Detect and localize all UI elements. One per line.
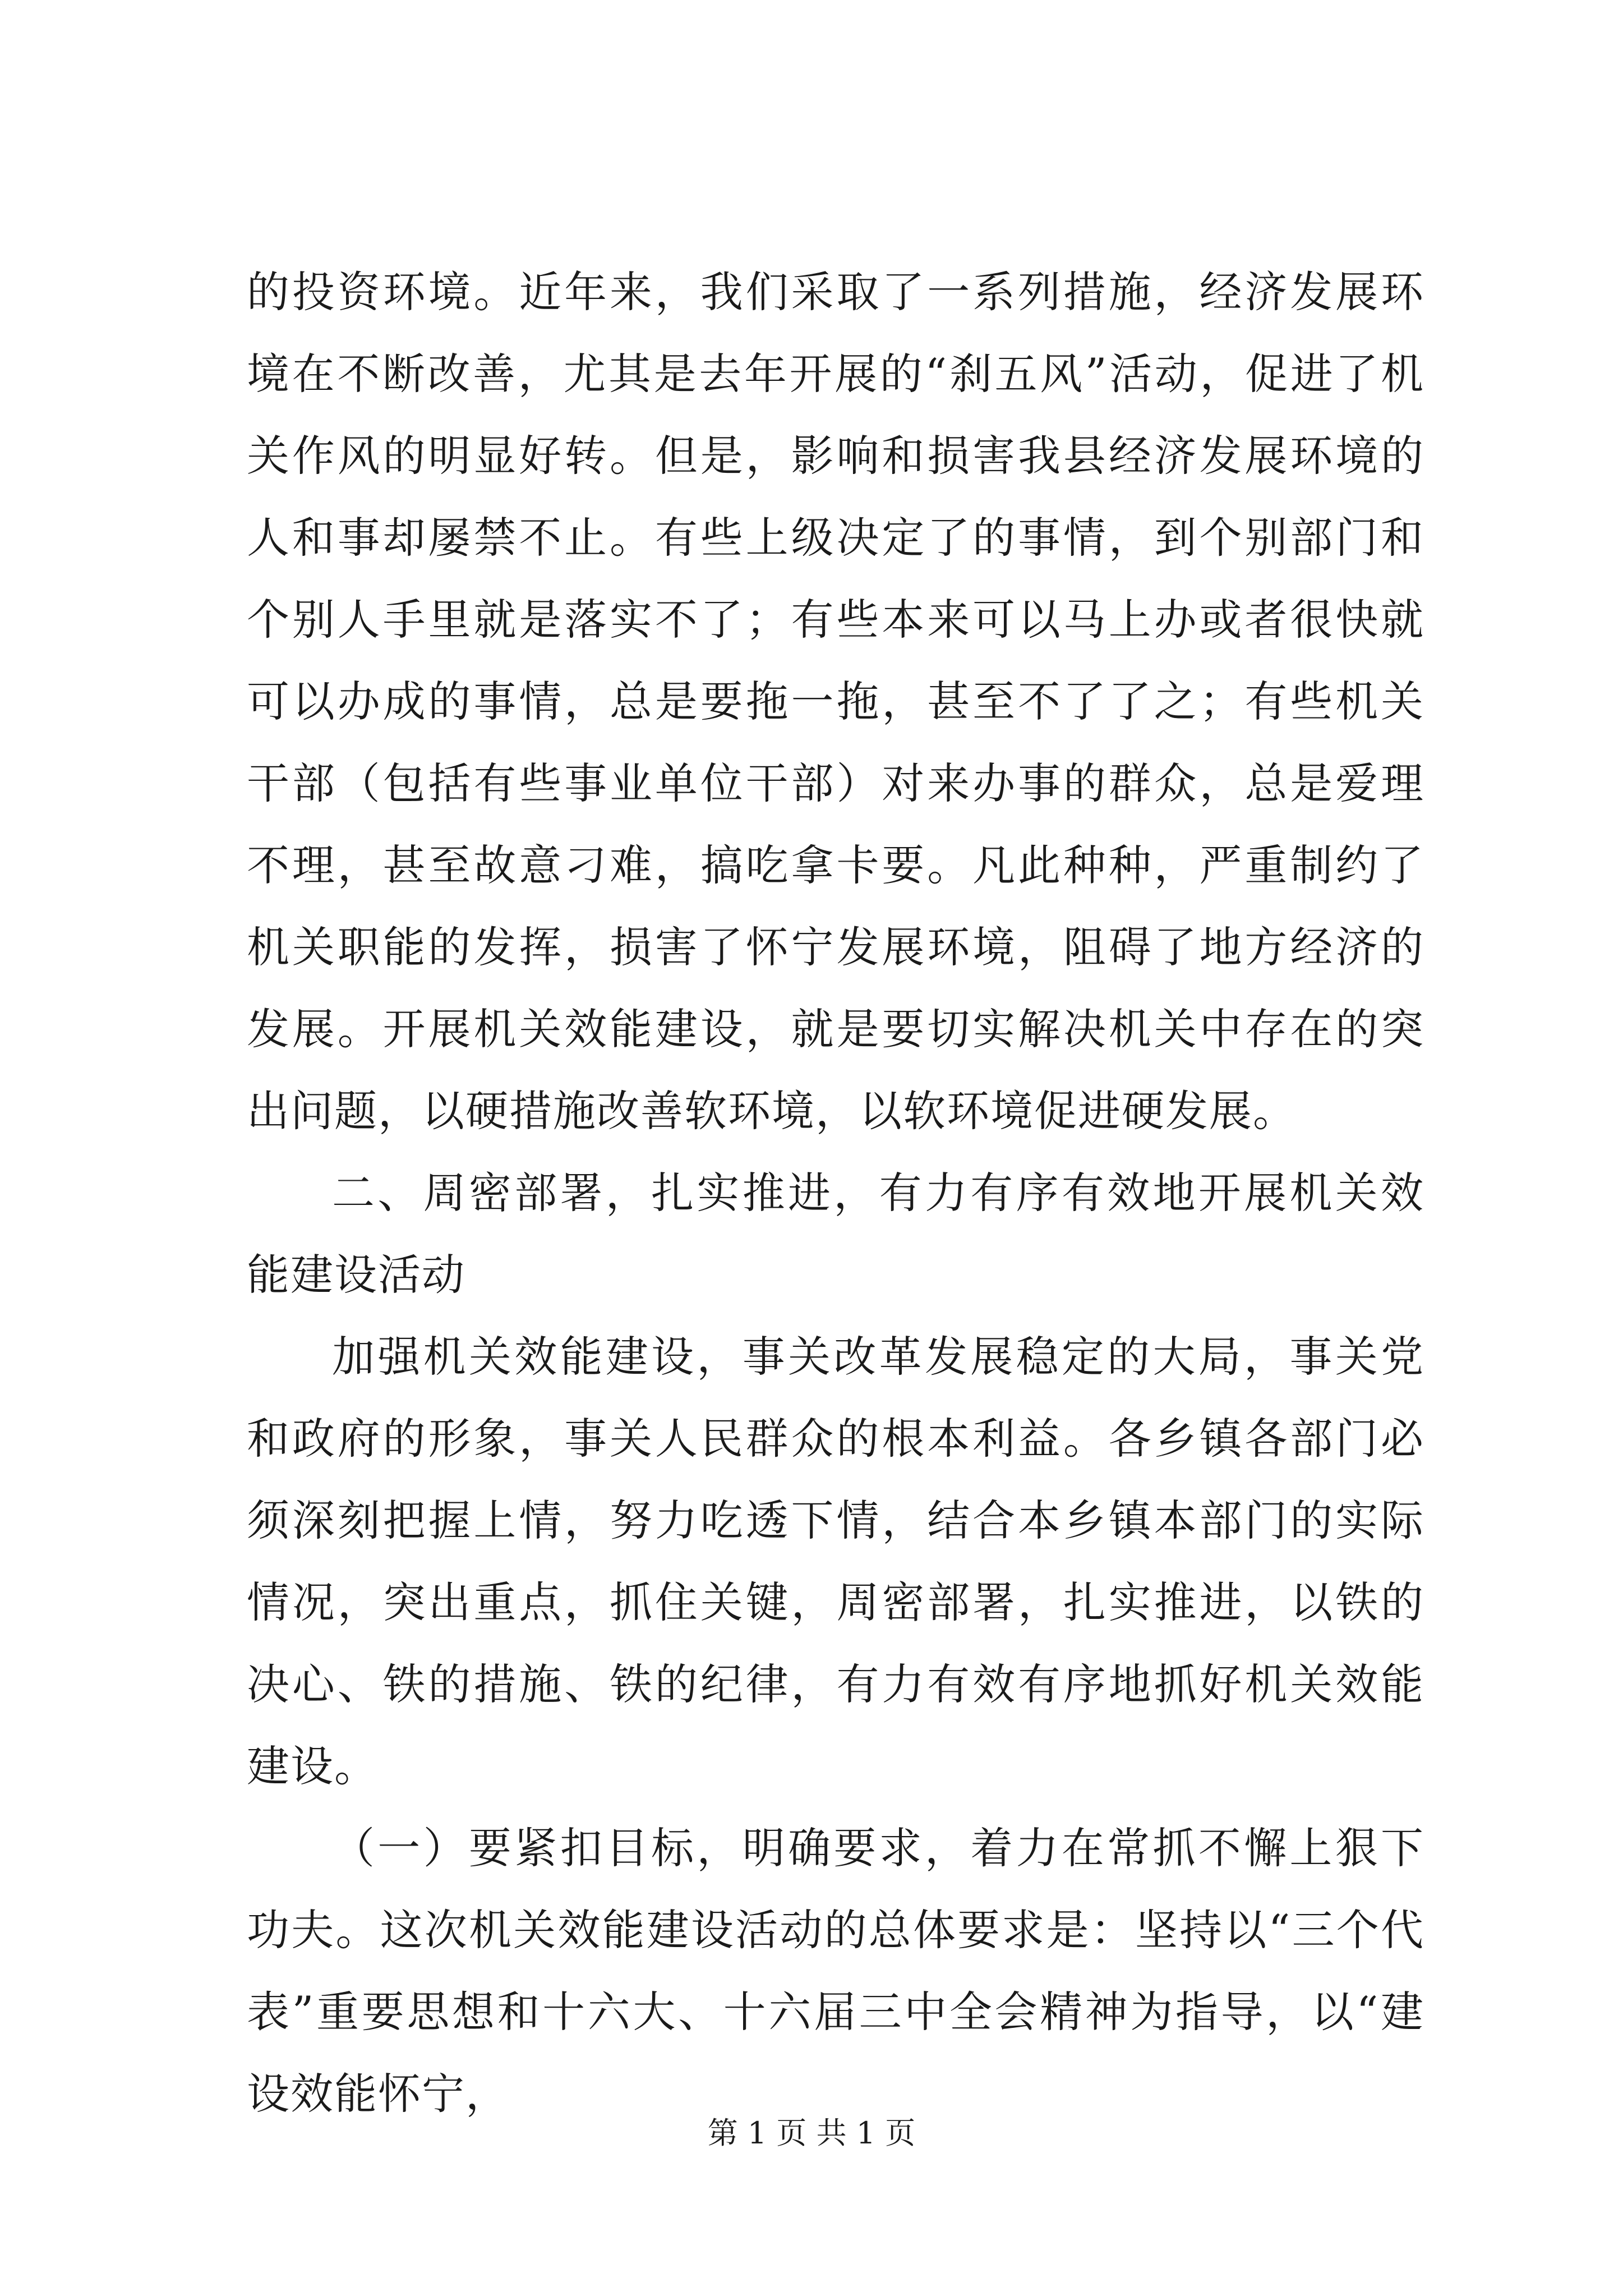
page-footer: 第 1 页 共 1 页 xyxy=(707,2115,916,2151)
section-heading-2: 二、周密部署，扎实推进，有力有序有效地开展机关效能建设活动 xyxy=(247,1168,1424,1300)
paragraph-continuation: 的投资环境。近年来，我们采取了一系列措施，经济发展环境在不断改善，尤其是去年开展的“刹五风”活动，促进了机关作风的明显好转。但是，影响和损害我县经济发展环境的人和事却屡禁不止。有些上级决定了的事情，到个别部门和个别人手里就是落实不了；有些本来可以马上办或者很快就可以办成的事情，总是要拖一拖，甚至不了了之；有些机关干部（包括有些事业单位干部）对来办事的群众，总是爱理不理，甚至故意刁难，搞吃拿卡要。凡此种种，严重制约了机关职能的发挥，损害了怀宁发展环境，阻碍了地方经济的发展。开展机关效能建设，就是要切实解决机关中存在的突出问题，以硬措施改善软环境，以软环境促进硬发展。 xyxy=(247,267,1424,1136)
document-body xyxy=(247,251,1424,2135)
paragraph-body: 加强机关效能建设，事关改革发展稳定的大局，事关党和政府的形象，事关人民群众的根本利益。各乡镇各部门必须深刻把握上情，努力吃透下情，结合本乡镇本部门的实际情况，突出重点，抓住关键，周密部署，扎实推进，以铁的决心、铁的措施、铁的纪律，有力有效有序地抓好机关效能建设。 xyxy=(247,1332,1424,1791)
paragraph-subsection-1: （一）要紧扣目标，明确要求，着力在常抓不懈上狠下功夫。这次机关效能建设活动的总体要求是：坚持以“三个代表”重要思想和十六大、十六届三中全会精神为指导，以“建设效能怀宁， xyxy=(247,1823,1424,2119)
